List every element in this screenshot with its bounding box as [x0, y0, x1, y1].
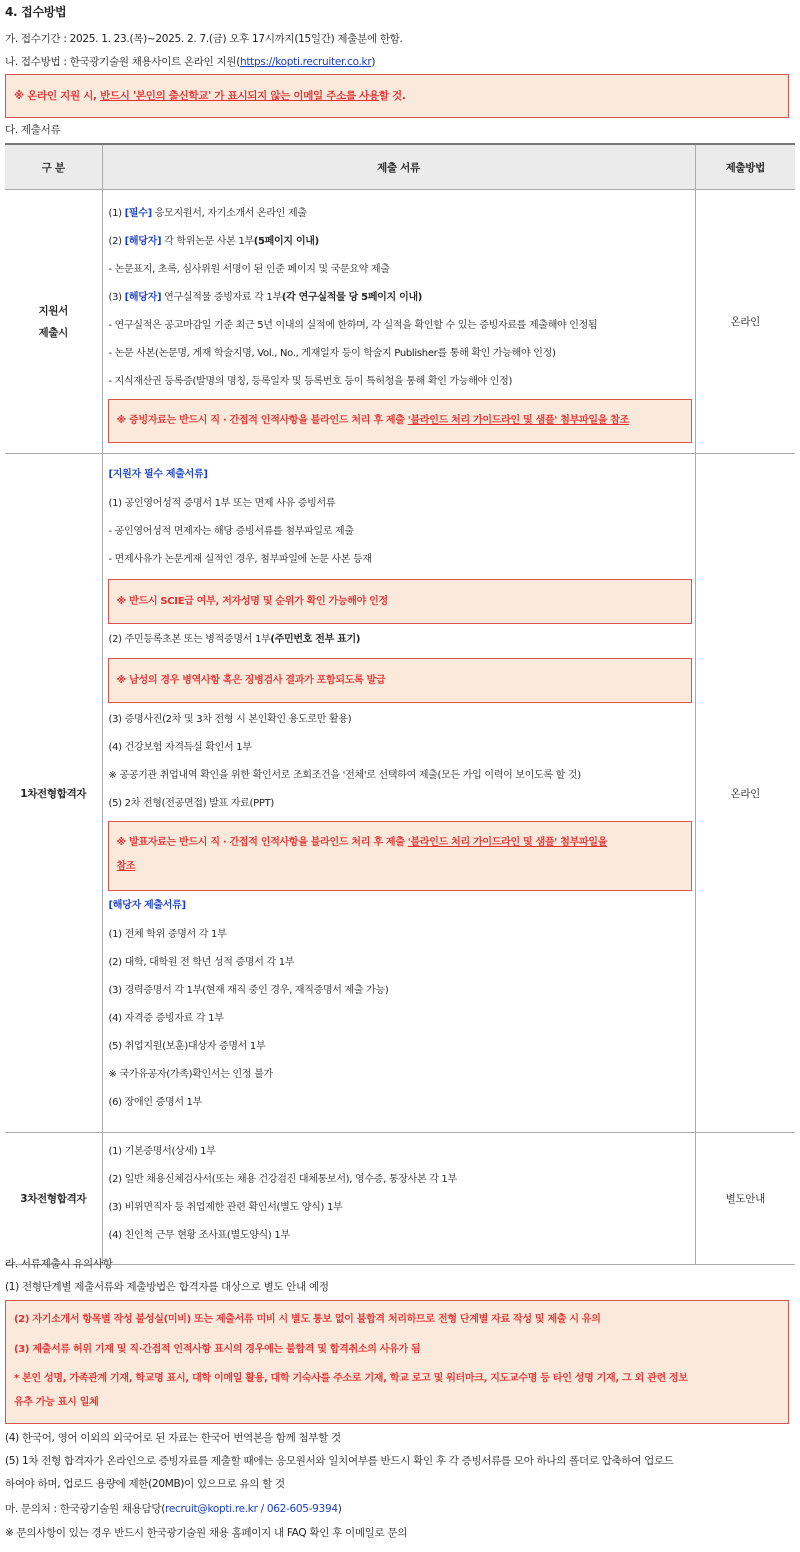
- period-text: 가. 접수기간 : 2025. 1. 23.(목)~2025. 2. 7.(금) 오후 17시까지(15일간) 제출분에 한함.: [5, 33, 403, 45]
- row1-category: 지원서 제출시: [5, 190, 102, 454]
- note-2: (2) 자기소개서 항목별 작성 불성실(미비) 또는 제출서류 미비 시 별도 통보 없이 불합격 처리하므로 전형 단계별 자료 작성 및 제출 시 유의: [14, 1314, 601, 1325]
- table-row-first-pass: [5, 454, 795, 1133]
- note-5: (4) 한국어, 영어 이외의 외국어로 된 자료는 한국어 번역본을 함께 첨부할 것: [5, 1432, 341, 1444]
- table-row-application: [5, 190, 795, 454]
- row3-method: 별도안내: [695, 1133, 795, 1265]
- header-documents: 제출 서류: [102, 144, 695, 190]
- notes-heading: 라. 서류제출시 유의사항: [5, 1258, 113, 1270]
- row1-method: 온라인: [695, 190, 795, 454]
- scie-notice-box: ※ 반드시 SCIE급 여부, 저자성명 및 순위가 확인 가능해야 인정: [108, 579, 692, 624]
- note-1: (1) 전형단계별 제출서류와 제출방법은 합격자를 대상으로 별도 안내 예정: [5, 1281, 329, 1293]
- note-6b: 하여야 하며, 업로드 용량에 제한(20MB)이 있으므로 유의 할 것: [5, 1478, 285, 1490]
- method-text: 나. 접수방법 : 한국광기술원 채용사이트 온라인 지원(https://kopti.recruiter.co.kr): [5, 56, 376, 68]
- row3-category: 3차전형합격자: [5, 1133, 102, 1265]
- recruit-site-link[interactable]: https://kopti.recruiter.co.kr: [240, 56, 372, 68]
- contact-text: 마. 문의처 : 한국광기술원 채용담당(recruit@kopti.re.kr / 062-605-9394): [5, 1503, 342, 1515]
- military-notice-box: ※ 남성의 경우 병역사항 혹은 징병검사 결과가 포함되도록 발급: [108, 658, 692, 703]
- table-row-third-pass: [5, 1133, 795, 1265]
- notes-warning-box: [5, 1300, 789, 1424]
- blind-notice-text: ※ 증빙자료는 반드시 직 · 간접적 인적사항을 블라인드 처리 후 제출 '블라인드 처리 가이드라인 및 샘플' 첨부파일을 참조: [116, 415, 629, 426]
- row2-method: 온라인: [695, 454, 795, 1133]
- header-category: 구 분: [5, 144, 102, 190]
- row2-documents: [지원자 필수 제출서류] (1) 공인영어성적 증명서 1부 또는 면제 사유 증빙서류 - 공인영어성적 면제자는 해당 증빙서류를 첨부파일로 제출 - 면제사유가 논문게재 실적인 경우, 첨부파일에 논문 사본 등재 ※ 반드시 SCIE급 여부, 저자성명 및 순위가 확인 가능해야 인정 (2) 주민등록초본 또는 병적증명서 1부(주민번호 전부 표기) ※ 남성의 경우 병역사항 혹은 징병검사 결과가 포함되도록 발급 (3) 증명사진(2차 및 3차 전형 시 본인확인 용도로만 활용) (4) 건강보험 자격득실 확인서 1부 ※ 공공기관 취업내역 확인을 위한 확인서로 조회조건을 '전체'로 선택하여 제출(모든 가입 이력이 보이도록 할 것) (5) 2차 전형(전공면접) 발표 자료(PPT) ※ 발표자료는 반드시 직 · 간접적 인적사항을 블라인드 처리 후 제출 '블라인드 처리 가이드라인 및 샘플' 첨부파일을 참조 [해당자 제출서류] (1) 전체 학위 증명서 각 1부 (2) 대학, 대학원 전 학년 성적 증명서 각 1부 (3) 경력증명서 각 1부(현재 재직 중인 경우, 재직증명서 제출 가능) (4) 자격증 증빙자료 각 1부 (5) 취업지원(보훈)대상자 증명서 1부 ※ 국가유공자(가족)확인서는 인정 불가 (6) 장애인 증명서 1부: [102, 454, 695, 1133]
- row3-documents: (1) 기본증명서(상세) 1부 (2) 일반 채용신체검사서(또는 채용 건강검진 대체통보서), 영수증, 통장사본 각 1부 (3) 비위면직자 등 취업제한 관련 확인서(별도 양식) 1부 (4) 친인척 근무 현황 조사표(별도양식) 1부: [102, 1133, 695, 1265]
- footer-note: ※ 문의사항이 있는 경우 반드시 한국광기술원 채용 홈페이지 내 FAQ 확인 후 이메일로 문의: [5, 1527, 408, 1539]
- row1-documents: (1) [필수] 응모지원서, 자기소개서 온라인 제출 (2) [해당자] 각 학위논문 사본 1부(5페이지 이내) - 논문표지, 초록, 심사위원 서명이 된 인준 페이지 및 국문요약 제출 (3) [해당자] 연구실적물 증빙자료 각 1부(각 연구실적물 당 5페이지 이내) - 연구실적은 공고마감일 기준 최근 5년 이내의 실적에 한하며, 각 실적을 확인할 수 있는 증빙자료를 제출해야 인정됨 - 논문 사본(논문명, 게재 학술지명, Vol., No., 게재일자 등이 학술지 Publisher를 통해 확인 가능해야 인정) - 지식재산권 등록증(발명의 명칭, 등록일자 및 등록번호 등이 특허청을 통해 확인 가능해야 인정) ※ 증빙자료는 반드시 직 · 간접적 인적사항을 블라인드 처리 후 제출 '블라인드 처리 가이드라인 및 샘플' 첨부파일을 참조: [102, 190, 695, 454]
- note-4a: * 본인 성명, 가족관계 기재, 학교명 표시, 대학 이메일 활용, 대학 기숙사를 주소로 기재, 학교 로고 및 워터마크, 지도교수명 등 타인 성명 기재, 그 외 관련 정보: [14, 1373, 688, 1384]
- note-3: (3) 제출서류 허위 기재 및 직·간접적 인적사항 표시의 경우에는 불합격 및 합격취소의 사유가 됨: [14, 1344, 421, 1355]
- header-method: 제출방법: [695, 144, 795, 190]
- contact-link[interactable]: recruit@kopti.re.kr / 062-605-9394: [165, 1503, 338, 1515]
- docs-table: [5, 143, 795, 1265]
- section-title: 4. 접수방법: [5, 5, 67, 19]
- note-4b: 유추 가능 표시 일체: [14, 1397, 99, 1408]
- warning-text: ※ 온라인 지원 시, 반드시 '본인의 출신학교' 가 표시되지 않는 이메일 주소를 사용할 것.: [14, 90, 406, 102]
- blind-notice-box: [108, 399, 692, 443]
- note-6a: (5) 1차 전형 합격자가 온라인으로 증빙자료를 제출할 때에는 응모원서와 일치여부를 반드시 확인 후 각 증빙서류를 모아 하나의 폴더로 압축하여 업로드: [5, 1455, 674, 1467]
- ppt-notice-box: ※ 발표자료는 반드시 직 · 간접적 인적사항을 블라인드 처리 후 제출 '블라인드 처리 가이드라인 및 샘플' 첨부파일을 참조: [108, 821, 692, 891]
- warning-box: [5, 74, 789, 118]
- docs-heading: 다. 제출서류: [5, 124, 61, 136]
- row2-category: 1차전형합격자: [5, 454, 102, 1133]
